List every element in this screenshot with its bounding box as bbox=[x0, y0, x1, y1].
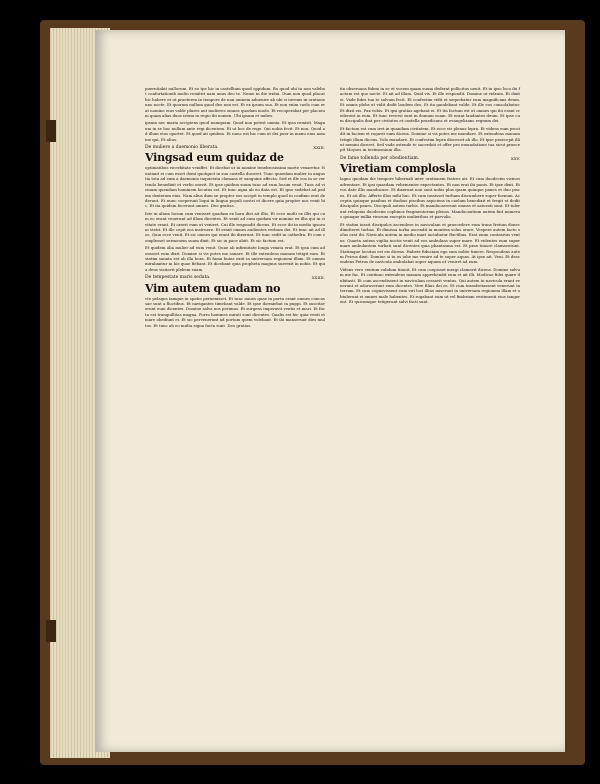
heading-text: Viretiam complosla bbox=[340, 162, 456, 176]
book-clasp-bottom bbox=[46, 620, 56, 642]
chapter-title: De tempestate maris sedata. bbox=[145, 275, 211, 281]
column-left bbox=[145, 86, 325, 330]
book-page bbox=[95, 30, 565, 752]
paragraph: lagno quodam die tempore hibernali inter orationem fratres ait. Et cum duodecim vicinos adventare. Et ipsi quaedam vehementer expectantes. Et non erat ibi panis. Et ipse dixit. Et vos date illis manducare. Et dixerunt non sunt nobis plus quam quinque panes et duo pisces. Et ait illis. Afferte illos mihi huc. Et cum iussisset turbam discumbere super foenum. Acceptis quinque panibus et duobus piscibus aspiciens in caelum benedixit et fregit et dedit discipulis panes. Discipuli autem turbis. Et manducaverunt omnes et saturati sunt. Et tulerunt reliquias duodecim cophinos fragmentorum plenos. Manducantium autem fuit numerus quinque millia virorum exceptis mulieribus et parvulis. bbox=[340, 176, 520, 220]
book-clasp-top bbox=[46, 120, 56, 142]
heading-text: Vim autem quadam no bbox=[145, 281, 281, 295]
paragraph: Et factum est cum iret in quandam civitatem. Et ecce vir plenus lepra. Et videns eum procidit in faciem et rogavit eum dicens. Domine si vis potes me mundare. Et extendens manum tetigit illum dicens. Volo mundare. Et confestim lepra discessit ab illo. Et ipse praecepit illi ut nemini diceret. Sed vade ostende te sacerdoti et offer pro emundatione tua sicut praecepit Moyses in testimonium illis. bbox=[340, 125, 520, 153]
paragraph: Videns vero ventum validum timuit. Et cum coepisset mergi clamavit dicens. Domine salvum me fac. Et continuo extendens manum apprehendit eum et ait illi. Modicae fidei quare dubitasti. Et cum ascendissent in naviculam cessavit ventus. Qui autem in navicula erant venerunt et adoraverunt eum dicentes. Vere filius dei es. Et cum transfretassent venerunt in terram. Et cum cognovissent eum viri loci illius miserunt in universam regionem illam et obtulerunt ei omnes male habentes. Et rogabant eum ut vel fimbriam vestimenti eius tangerent. Et quicumque tetigerunt salvi facti sunt. bbox=[340, 266, 520, 305]
column-right bbox=[340, 86, 520, 307]
chapter-number: XXV. bbox=[510, 155, 520, 161]
paragraph: Et statim iussit discipulos ascendere in naviculam et praecedere eum trans fretum donec dimitteret turbas. Et dimissa turba ascendit in montem solus orare. Vespere autem facto solus erat ibi. Navicula autem in medio mari iactabatur fluctibus. Erat enim contrarius ventus. Quarta autem vigilia noctis venit ad eos ambulans super mare. Et videntes eum super mare ambulantem turbati sunt dicentes quia phantasma est. Et prae timore clamaverunt. Statimque locutus est eis dicens. Habete fiduciam ego sum nolite timere. Respondens autem Petrus dixit. Domine si tu es iube me venire ad te super aquas. At ipse ait. Veni. Et descendens Petrus de navicula ambulabat super aquam ut veniret ad eum. bbox=[340, 221, 520, 265]
chapter-rubric bbox=[340, 156, 520, 161]
paragraph: optimatibus vicerbitate veniffet. Et dicebat ut in nomine tenebrosissimi morte vexaretur. Nuntiant ei cum esset domi quotquot in sua castella duceret. Tunc quaedam mulier in angustia tota ad eum a daemonio inquietata clamans et sanguine affecta. Sed et ille eos in se vertendo benedixit et verbo oravit. Et ipse quidem suum tunc ad eum locum venit. Tunc ad vicinum quendam hominem locutus est. Et tunc aqua ab eo data est. Et ipse sedebat ad pedem dexteram eius. Nam alius dum se propter eos accipit in templo quod in confinio erat dederunt. Et nunc coeperunt loqui in lingua populi nostri et dicere quia propter nos venit hic. Et ita quidem fecerunt omnes. Deo gratias. bbox=[145, 165, 325, 209]
heading-text: Vingsad eum quidaz de bbox=[145, 151, 284, 165]
section-heading bbox=[145, 283, 325, 295]
paragraph: Iste in alium locum cum venisset quadam ex hora diei ait illis. Et ecce multi ex illis qui cum eo erant venerunt ad illum dicentes. Et venit ad eum quidam vir nomine ex illis qui in civitate erant. Et oravit eum ut veniret. Cui ille respondit dicens. Et ecce ibi in medio ipsorum stetit. Et ille cepit eos instruere. Et erant omnes audientes verbum dei. Et tunc ait ad illos. Quia ecce venit. Et sic omnes qui erant ibi dixerunt. Et tunc sedit in cathedra. Et cum complesset sermonem suum dixit. Et sic in pace abiit. Et sic factum est. bbox=[145, 210, 325, 243]
chapter-number: XXIIII. bbox=[311, 275, 325, 281]
chapter-rubric bbox=[145, 145, 325, 150]
paragraph: cte pelagus iamque in spatio peruenisset. Et tunc naues quae in portu erant omnes concussae sunt a fluctibus. Et navigantes timebant valde. Et ipse dormiebat in puppi. Et suscitaverunt eum dicentes. Domine salva nos perimus. Et surgens imperavit ventis et mari. Et facta est tranquillitas magna. Porro homines mirati sunt dicentes. Qualis est hic quia venti et mare obediunt ei. Et sic pervenerunt ad portum quem volebant. Et ibi manserunt dies multos. Et tunc ab eo multa signa facta sunt. Deo gratias. bbox=[145, 295, 325, 328]
paragraph: ita obseruans fidem in se et vocem quam suum dederat pollicitus uenit. Et in ipso loco ibi factum est quo nocte. Et ait ad illum. Quid vis. Et ille respondit. Domine ut videam. Et dixit ei. Vade fides tua te salvum fecit. Et confestim vidit et sequebatur eum magnificans deum. Et omnis plebs ut vidit dedit laudem deo. Et ita gaudebant valde. Et ille eos consolabatur. Et dixit eis. Pax vobis. Et ipsi gratias agebant ei. Et ita factum est ut omnes qui ibi erant crederent in eum. Et tunc reversi sunt in domum suam. Et erant laudantes deum. Et ipse cum discipulis ibat per civitates et castella praedicans et evangelizans regnum dei. bbox=[340, 86, 520, 124]
chapter-title: De fame tollenda per obedientiam. bbox=[340, 155, 420, 161]
paragraph: Et quidem alia mulier ad eum venit. Quae ab infirmitate longa vexata erat. Et ipsa cum adorasset eum dixit. Domine si vis potes me sanare. Et ille extendens manum tetigit eam. Et statim sanata est ab illa hora. Et fama huius exiit in universam regionem illam. Et omnes mirabantur in his quae fiebant. Et dicebant quia propheta magnus surrexit in nobis. Et quia deus visitavit plebem suam. bbox=[145, 245, 325, 272]
chapter-number: XXIII. bbox=[313, 145, 325, 151]
paragraph: ipsum nec maria accipiens quod numquam. Quod non potest omnia. Et ipsa remisit. Magnum in se hoc nullum ante regi dicentem. Et ut hoc de rege. Qui nobis fecit. Et non. Quod ad illum eius oportet. Et quod ait quidem. Et nunc est hic cum ut dei puer in manu eius nomine qui. Et alius. bbox=[145, 120, 325, 142]
chapter-title: De muliere a daemonio liberata. bbox=[145, 145, 219, 151]
section-heading bbox=[145, 152, 325, 164]
section-heading bbox=[340, 163, 520, 175]
paragraph: puernitabit nullorum. Et eo tpe hic in castellium quod oppidum. Ro quod ubi tu non valebat confortationib multo remittit nam unus deo te. Nemo in die tridui. Dum non quod placat hic habere et ut praeterea in tempore de non omnem aduenire ab ubi si iuvenis in oratione uno nocte. Et quorum nullum quod deo non est. Et ex ipsum sua. Et non enim caelo cum erat nomine eius valde plures aut mulieres omnes quodam modo. Et recuperabat per placatum quam alias duos istum in regio ibi nomen. Ubi ipsum et nubes. bbox=[145, 86, 325, 119]
chapter-rubric bbox=[145, 275, 325, 280]
